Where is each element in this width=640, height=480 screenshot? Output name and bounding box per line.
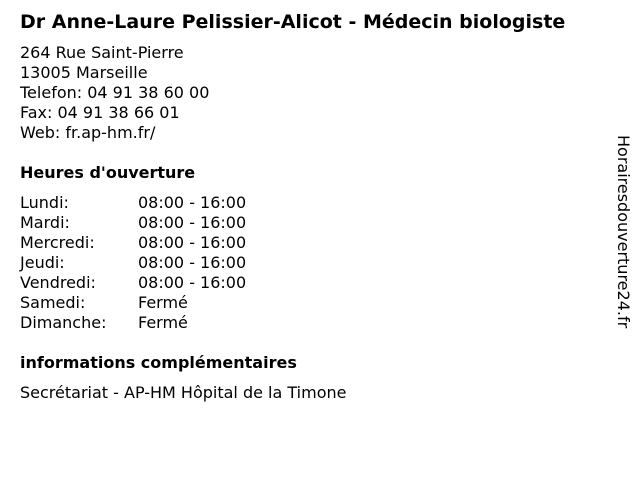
hours-day: Mardi: bbox=[20, 213, 70, 232]
hours-day: Samedi: bbox=[20, 293, 86, 312]
hours-day: Mercredi: bbox=[20, 233, 95, 252]
hours-row-wednesday bbox=[20, 233, 246, 253]
hours-day: Jeudi: bbox=[20, 253, 65, 272]
hours-row-thursday bbox=[20, 253, 246, 273]
phone-number: Telefon: 04 91 38 60 00 bbox=[20, 83, 210, 102]
website: Web: fr.ap-hm.fr/ bbox=[20, 123, 156, 142]
hours-time: Fermé bbox=[138, 293, 188, 312]
opening-hours-table bbox=[20, 193, 246, 333]
hours-time: Fermé bbox=[138, 313, 188, 332]
additional-info-heading: informations complémentaires bbox=[20, 353, 297, 372]
hours-row-friday bbox=[20, 273, 246, 293]
page-title: Dr Anne-Laure Pelissier-Alicot - Médecin biologiste bbox=[20, 11, 566, 33]
hours-time: 08:00 - 16:00 bbox=[138, 273, 247, 292]
hours-day: Dimanche: bbox=[20, 313, 107, 332]
hours-day: Lundi: bbox=[20, 193, 69, 212]
hours-row-monday bbox=[20, 193, 246, 213]
hours-row-sunday bbox=[20, 313, 246, 333]
fax-number: Fax: 04 91 38 66 01 bbox=[20, 103, 180, 122]
hours-time: 08:00 - 16:00 bbox=[138, 233, 247, 252]
hours-row-tuesday bbox=[20, 213, 246, 233]
contact-block bbox=[20, 43, 209, 143]
hours-time: 08:00 - 16:00 bbox=[138, 253, 247, 272]
hours-day: Vendredi: bbox=[20, 273, 96, 292]
site-brand-watermark: Horairesdouverture24.fr bbox=[614, 135, 633, 329]
address-city: 13005 Marseille bbox=[20, 63, 148, 82]
hours-row-saturday bbox=[20, 293, 246, 313]
address-street: 264 Rue Saint-Pierre bbox=[20, 43, 184, 62]
additional-info-text: Secrétariat - AP-HM Hôpital de la Timone bbox=[20, 383, 347, 402]
hours-time: 08:00 - 16:00 bbox=[138, 193, 247, 212]
opening-hours-heading: Heures d'ouverture bbox=[20, 163, 196, 182]
hours-time: 08:00 - 16:00 bbox=[138, 213, 247, 232]
